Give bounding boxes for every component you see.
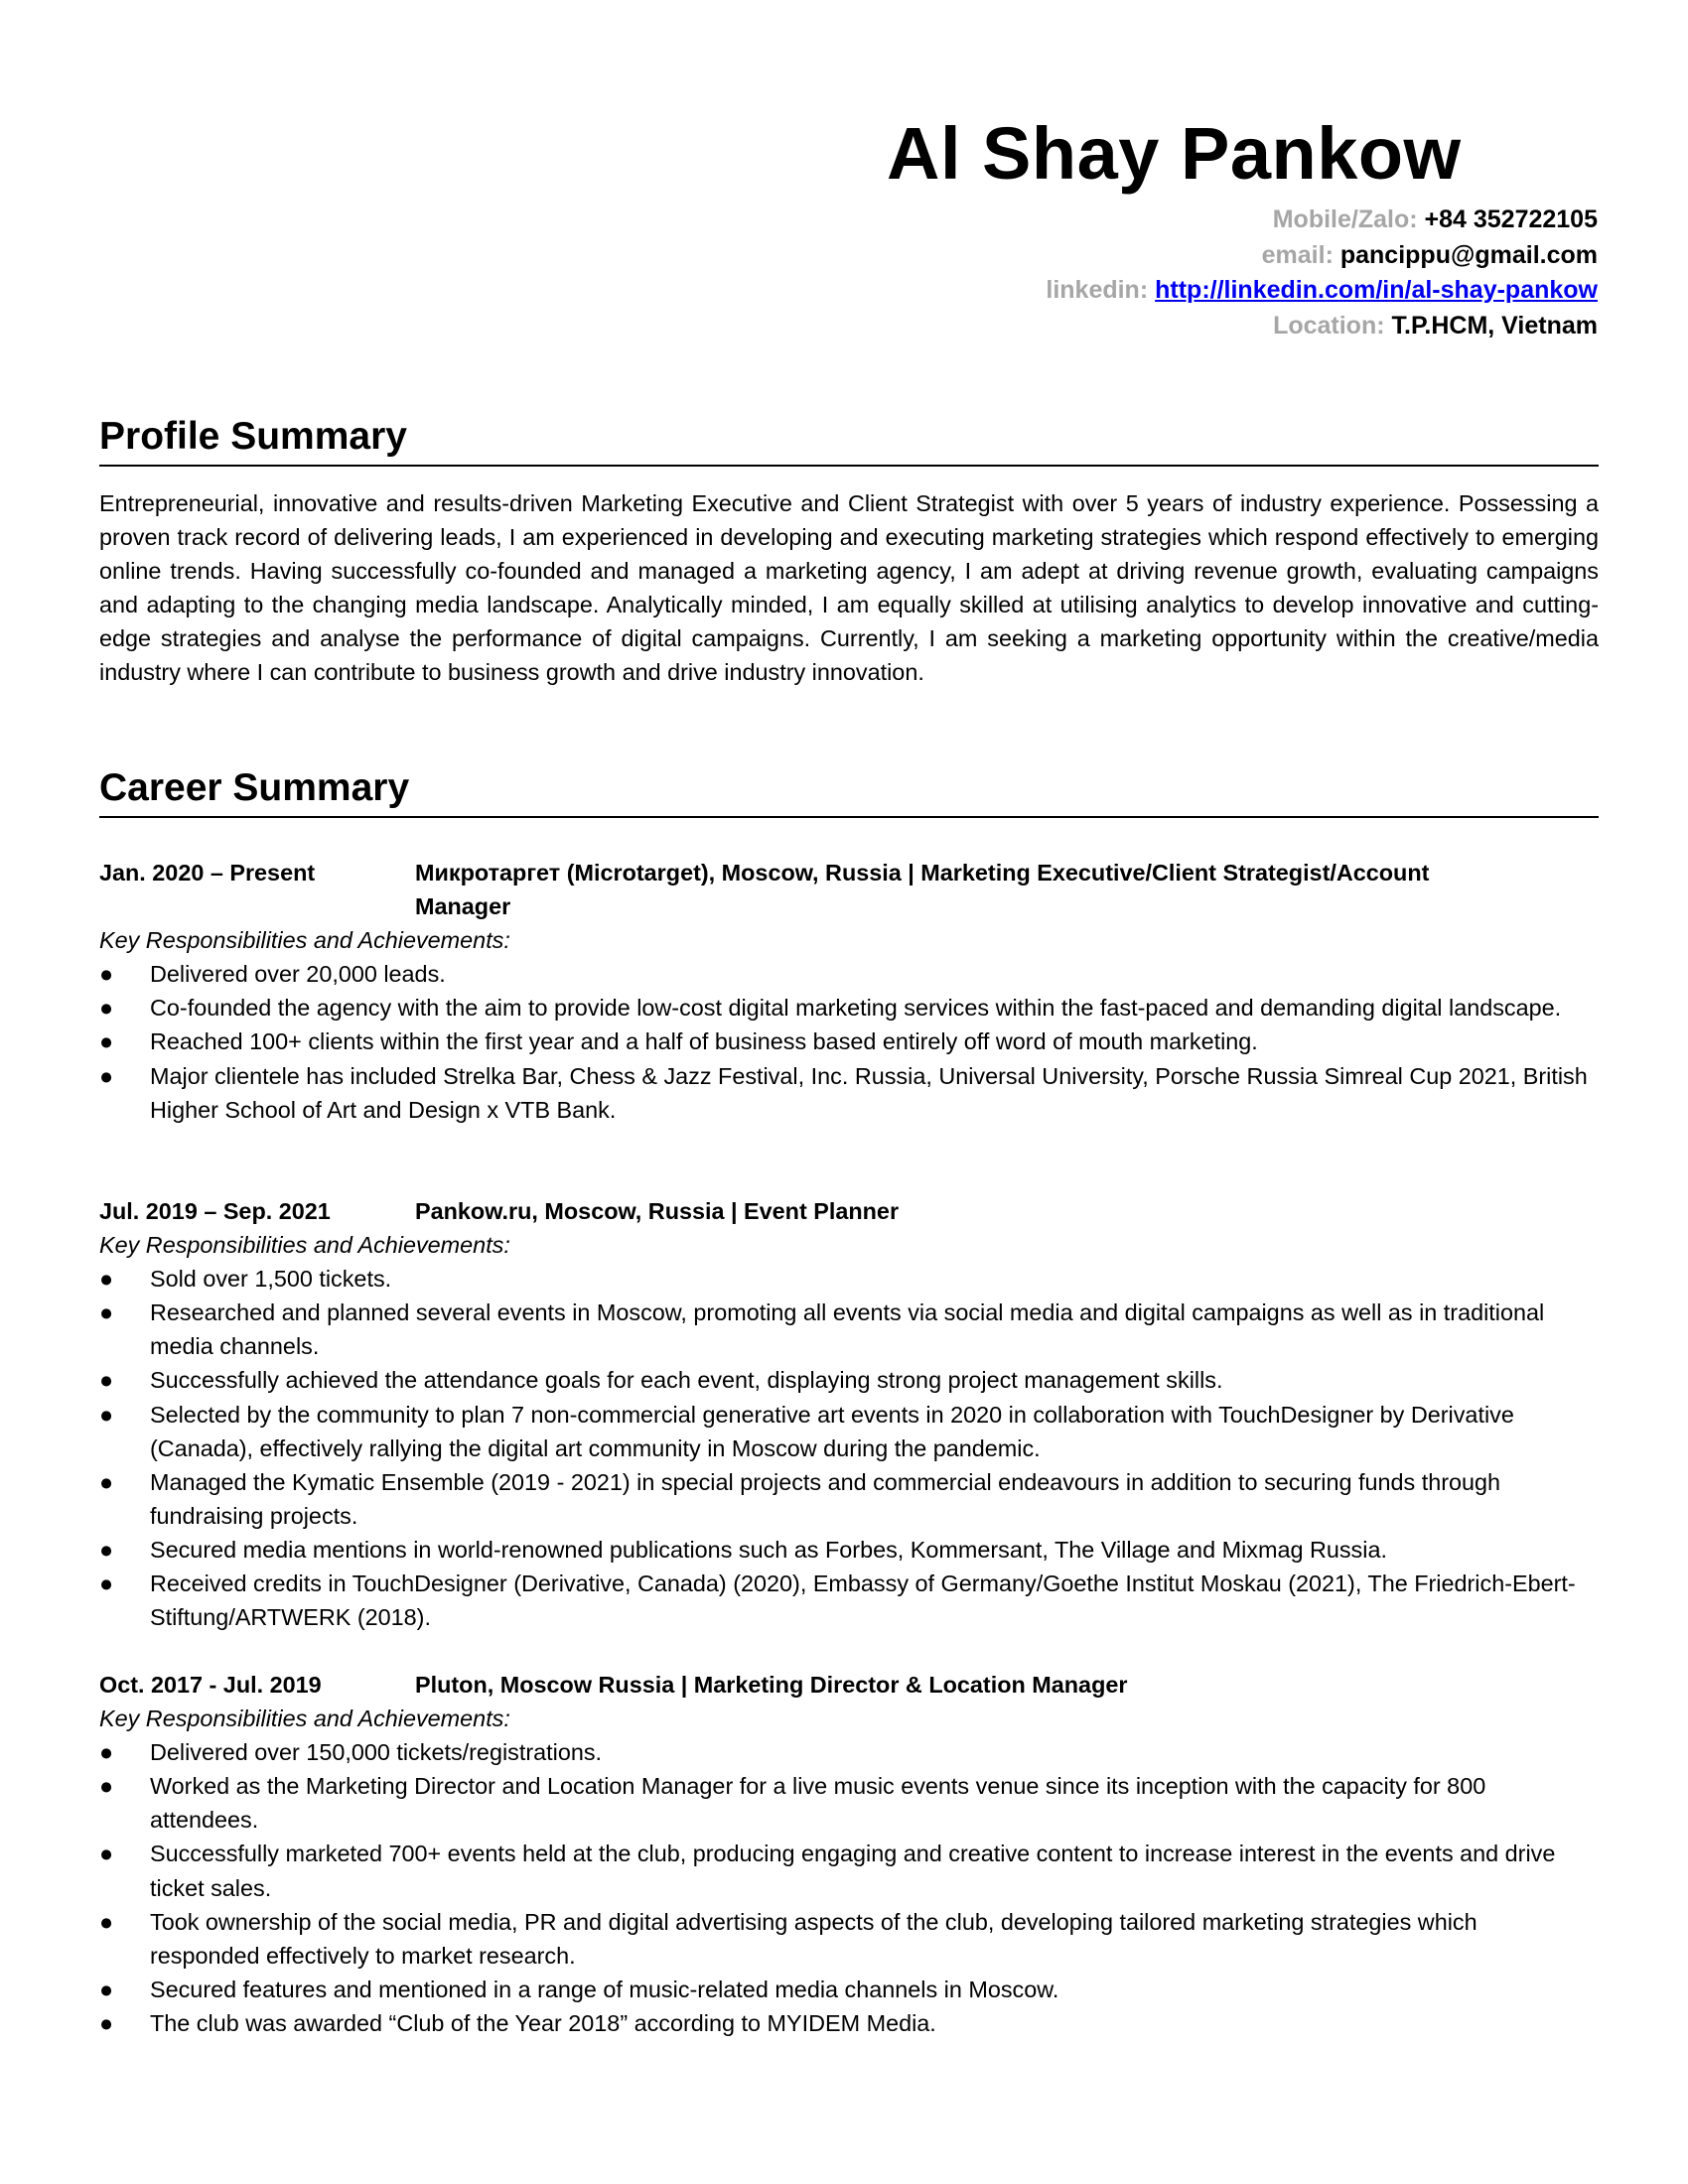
job-entry xyxy=(99,1668,1599,2040)
job-header xyxy=(99,1668,1599,1702)
bullet-icon: ● xyxy=(99,1468,114,1495)
bullet-item xyxy=(99,2006,1599,2040)
bullet-text: Took ownership of the social media, PR and digital advertising aspects of the club, developing tailored marketing strategies which responded effectively to market research. xyxy=(150,1908,1477,1969)
bullet-icon: ● xyxy=(99,1739,114,1766)
job-entry xyxy=(99,856,1599,1127)
job-dates: Oct. 2017 - Jul. 2019 xyxy=(99,1672,322,1698)
bullet-text: The club was awarded “Club of the Year 2018” according to MYIDEM Media. xyxy=(150,2009,936,2036)
location-label: Location: xyxy=(1273,311,1385,340)
job-dates: Jul. 2019 – Sep. 2021 xyxy=(99,1198,331,1224)
bullet-item xyxy=(99,1024,1599,1058)
bullet-icon: ● xyxy=(99,1367,114,1394)
bullet-text: Secured media mentions in world-renowned publications such as Forbes, Kommersant, The Village and Mixmag Russia. xyxy=(150,1536,1387,1563)
contact-email xyxy=(1046,238,1598,274)
bullet-icon: ● xyxy=(99,1976,114,2002)
bullet-item xyxy=(99,957,1599,991)
bullet-item xyxy=(99,1398,1599,1465)
bullet-item xyxy=(99,1567,1599,1634)
job-subtitle: Key Responsibilities and Achievements: xyxy=(99,927,510,954)
bullet-item xyxy=(99,1973,1599,2006)
mobile-label: Mobile/Zalo: xyxy=(1272,205,1418,233)
bullet-text: Selected by the community to plan 7 non-commercial generative art events in 2020 in collaboration with TouchDesigner by Derivative (Canada), effectively rallying the digital art community in Moscow during the pandemic. xyxy=(150,1401,1514,1461)
contact-location xyxy=(1046,309,1598,344)
bullet-text: Delivered over 20,000 leads. xyxy=(150,961,446,988)
bullet-item xyxy=(99,1735,1599,1769)
linkedin-label: linkedin: xyxy=(1046,276,1149,305)
bullet-text: Received credits in TouchDesigner (Derivative, Canada) (2020), Embassy of Germany/Goethe Institut Moskau (2021), The Friedrich-Ebert-Stiftung/ARTWERK (2018). xyxy=(150,1570,1576,1631)
job-header xyxy=(99,856,1599,923)
bullet-text: Delivered over 150,000 tickets/registrations. xyxy=(150,1739,603,1766)
bullet-icon: ● xyxy=(99,1062,114,1089)
job-subtitle: Key Responsibilities and Achievements: xyxy=(99,1232,510,1259)
job-entry xyxy=(99,1194,1599,1634)
contact-linkedin xyxy=(1046,273,1598,309)
bullet-icon: ● xyxy=(99,995,114,1022)
profile-summary-heading: Profile Summary xyxy=(99,411,1599,467)
bullet-icon: ● xyxy=(99,1028,114,1055)
bullet-icon: ● xyxy=(99,2009,114,2036)
profile-summary-text: Entrepreneurial, innovative and results-driven Marketing Executive and Client Strategist with over 5 years of industry experience. Possessing a proven track record of delivering leads, I am experienced in developing and executing marketing strategies which respond effectively to emerging online trends. Having successfully co-founded and managed a marketing agency, I am adept at driving revenue growth, evaluating campaigns and adapting to the changing media landscape. Analytically minded, I am equally skilled at utilising analytics to develop innovative and cutting-edge strategies and analyse the performance of digital campaigns. Currently, I am seeking a marketing opportunity within the creative/media industry where I can contribute to business growth and drive industry innovation. xyxy=(99,490,1599,686)
bullet-item xyxy=(99,1363,1599,1397)
job-title: Микротаргет (Microtarget), Moscow, Russia | Marketing Executive/Client Strategist/Account Manager xyxy=(415,860,1430,920)
email-label: email: xyxy=(1261,240,1334,269)
location-value: T.P.HCM, Vietnam xyxy=(1391,311,1598,340)
bullet-text: Reached 100+ clients within the first year and a half of business based entirely off word of mouth marketing. xyxy=(150,1028,1258,1055)
bullet-text: Secured features and mentioned in a range of music-related media channels in Moscow. xyxy=(150,1976,1059,2002)
bullet-item xyxy=(99,1465,1599,1533)
bullet-item xyxy=(99,1533,1599,1567)
candidate-name: Al Shay Pankow xyxy=(887,112,1462,195)
bullet-icon: ● xyxy=(99,961,114,988)
mobile-value: +84 352722105 xyxy=(1424,205,1598,233)
linkedin-link[interactable]: http://linkedin.com/in/al-shay-pankow xyxy=(1155,276,1598,305)
email-value: pancippu@gmail.com xyxy=(1339,240,1598,269)
job-bullets xyxy=(99,1262,1599,1634)
bullet-text: Successfully achieved the attendance goals for each event, displaying strong project management skills. xyxy=(150,1367,1223,1394)
bullet-item xyxy=(99,1296,1599,1363)
contact-block xyxy=(1046,203,1598,343)
bullet-text: Major clientele has included Strelka Bar, Chess & Jazz Festival, Inc. Russia, Universal University, Porsche Russia Simreal Cup 2021, British Higher School of Art and Design x VTB Bank. xyxy=(150,1062,1588,1123)
bullet-item xyxy=(99,1905,1599,1973)
bullet-icon: ● xyxy=(99,1401,114,1428)
job-subtitle: Key Responsibilities and Achievements: xyxy=(99,1706,510,1732)
bullet-icon: ● xyxy=(99,1536,114,1563)
job-header xyxy=(99,1194,1599,1228)
job-bullets xyxy=(99,957,1599,1126)
job-title: Pluton, Moscow Russia | Marketing Director & Location Manager xyxy=(415,1672,1128,1698)
bullet-text: Researched and planned several events in Moscow, promoting all events via social media and digital campaigns as well as in traditional media channels. xyxy=(150,1299,1545,1360)
bullet-icon: ● xyxy=(99,1908,114,1935)
bullet-icon: ● xyxy=(99,1773,114,1800)
bullet-text: Successfully marketed 700+ events held at the club, producing engaging and creative content to increase interest in the events and drive ticket sales. xyxy=(150,1841,1556,1901)
bullet-item xyxy=(99,1059,1599,1127)
job-dates: Jan. 2020 – Present xyxy=(99,860,316,886)
bullet-item xyxy=(99,1769,1599,1837)
bullet-icon: ● xyxy=(99,1841,114,1867)
bullet-icon: ● xyxy=(99,1266,114,1293)
bullet-item xyxy=(99,1262,1599,1296)
bullet-text: Sold over 1,500 tickets. xyxy=(150,1266,392,1293)
career-summary-heading: Career Summary xyxy=(99,762,1599,818)
bullet-icon: ● xyxy=(99,1299,114,1326)
job-bullets xyxy=(99,1735,1599,2040)
bullet-text: Co-founded the agency with the aim to provide low-cost digital marketing services within the fast-paced and demanding digital landscape. xyxy=(150,995,1562,1022)
bullet-icon: ● xyxy=(99,1570,114,1597)
bullet-text: Worked as the Marketing Director and Location Manager for a live music events venue since its inception with the capacity for 800 attendees. xyxy=(150,1773,1486,1834)
contact-mobile xyxy=(1046,203,1598,238)
bullet-item xyxy=(99,991,1599,1024)
bullet-text: Managed the Kymatic Ensemble (2019 - 2021) in special projects and commercial endeavours in addition to securing funds through fundraising projects. xyxy=(150,1468,1501,1529)
job-title: Pankow.ru, Moscow, Russia | Event Planner xyxy=(415,1198,900,1224)
bullet-item xyxy=(99,1837,1599,1904)
